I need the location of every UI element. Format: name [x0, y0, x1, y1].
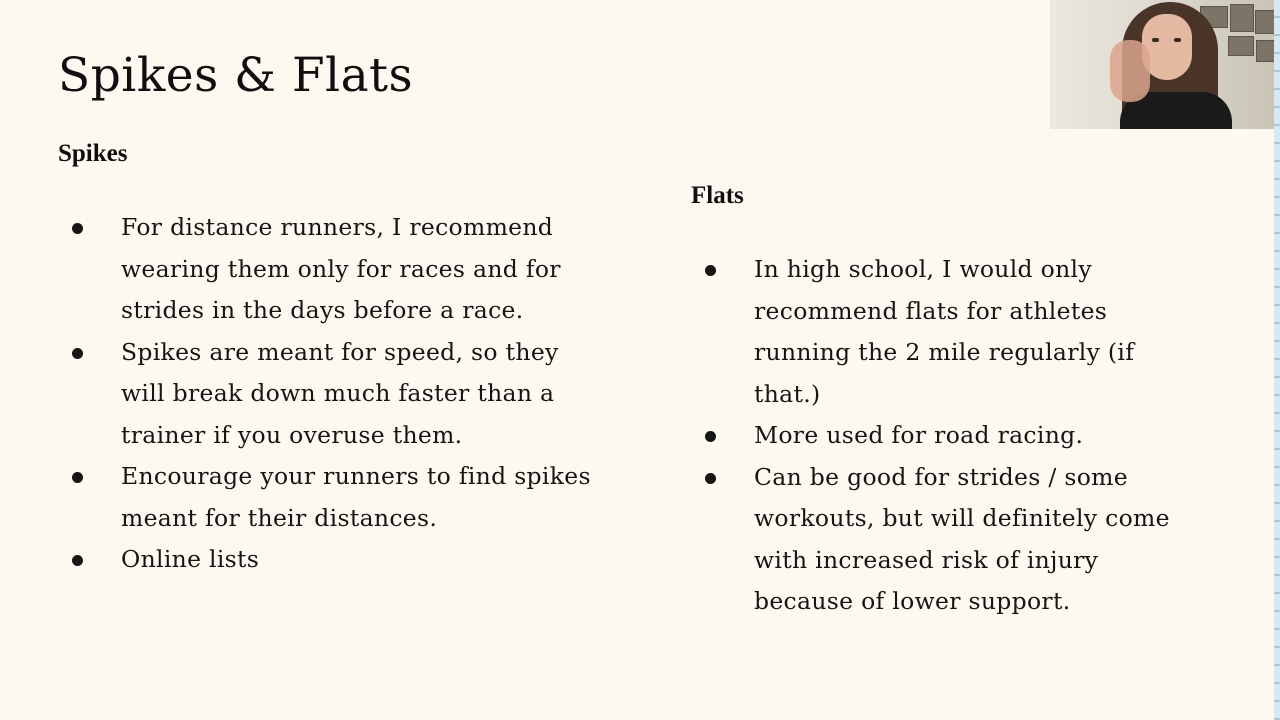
list-item [691, 415, 1204, 457]
bullet-icon [705, 431, 716, 442]
flats-bullet-list [691, 249, 1251, 623]
flats-heading: Flats [691, 182, 744, 209]
bullet-text: Online lists [121, 545, 260, 573]
list-item [691, 457, 1204, 623]
list-item [58, 332, 601, 457]
presenter-webcam-video [1050, 0, 1278, 129]
bullet-icon [72, 348, 83, 359]
spikes-column [58, 135, 618, 581]
bullet-text: For distance runners, I recommend wearing them only for races and for strides in the days before a race. [121, 213, 561, 324]
list-item [58, 207, 601, 332]
bullet-icon [72, 472, 83, 483]
list-item [691, 249, 1204, 415]
wall-photo [1256, 40, 1276, 62]
spikes-heading: Spikes [58, 140, 128, 167]
bullet-icon [72, 555, 83, 566]
presenter-hand [1110, 40, 1150, 102]
presenter-eye [1152, 38, 1159, 42]
wall-photo [1228, 36, 1254, 56]
bullet-text: More used for road racing. [754, 421, 1084, 449]
bullet-text: Can be good for strides / some workouts, but will definitely come with increased risk of injury because of lower support. [754, 462, 1170, 615]
flats-column [691, 177, 1251, 623]
presenter-eye [1174, 38, 1181, 42]
bullet-text: Spikes are meant for speed, so they will break down much faster than a trainer if you overuse them. [121, 337, 559, 449]
spikes-bullet-list [58, 207, 618, 581]
bullet-icon [705, 265, 716, 276]
bullet-text: Encourage your runners to find spikes meant for their distances. [121, 462, 591, 532]
window-edge-strip [1274, 0, 1280, 720]
slide-title: Spikes & Flats [58, 48, 414, 103]
list-item [58, 539, 601, 581]
bullet-icon [705, 473, 716, 484]
list-item [58, 456, 601, 539]
bullet-text: In high school, I would only recommend flats for athletes running the 2 mile regularly (if that.) [754, 255, 1135, 408]
bullet-icon [72, 223, 83, 234]
wall-photo [1230, 4, 1254, 32]
